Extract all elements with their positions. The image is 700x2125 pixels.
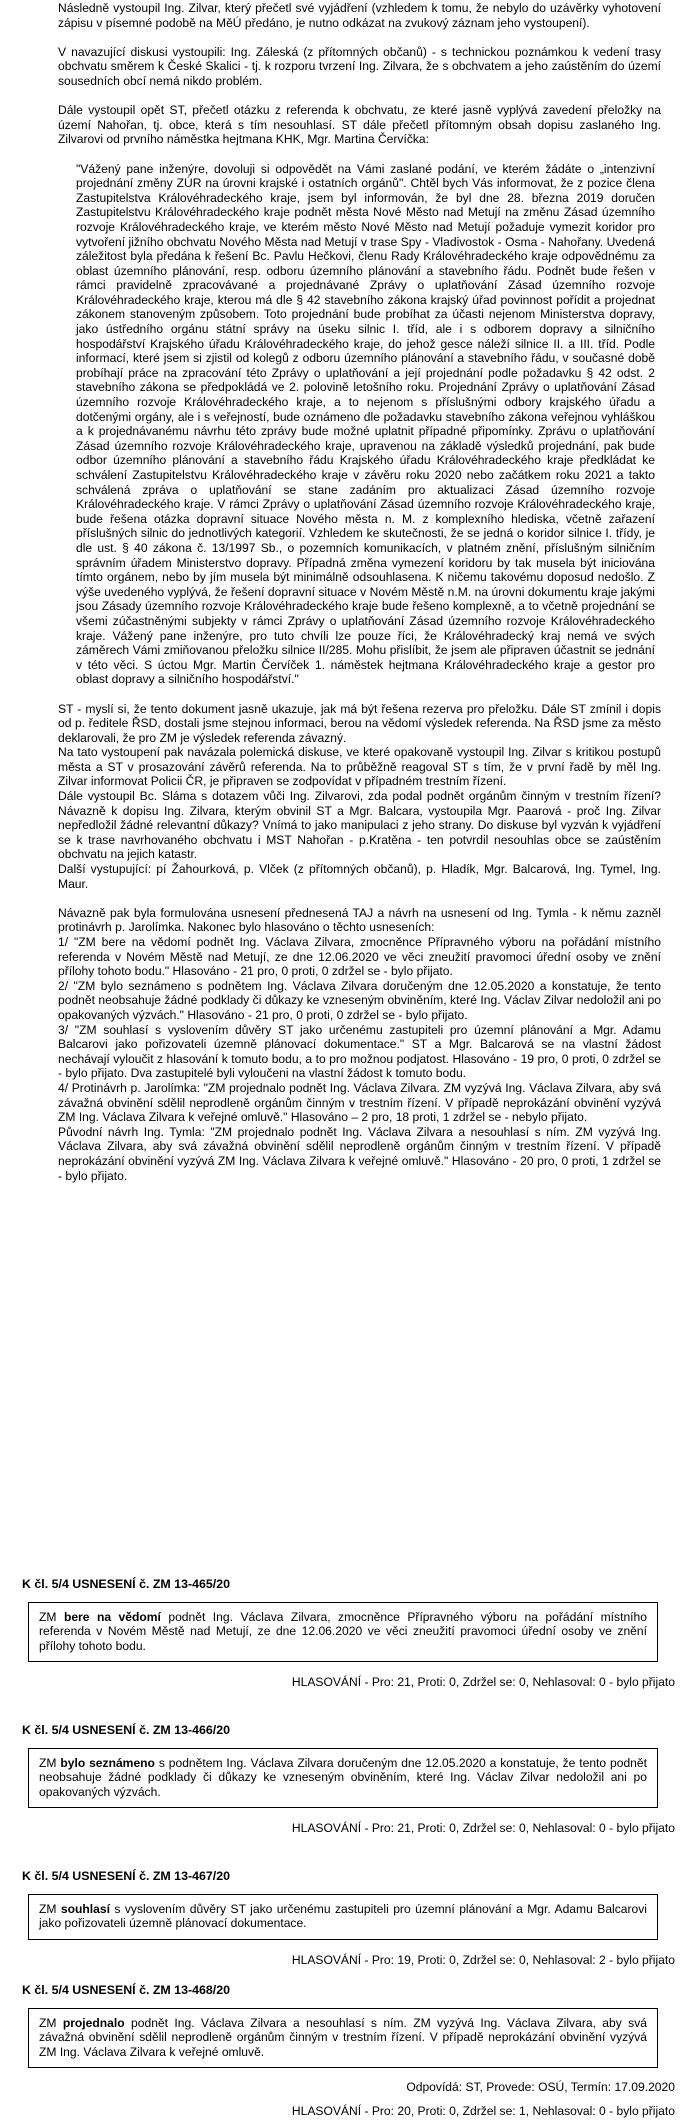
resolution-text: podnět Ing. Václava Zilvara a nesouhlasí s ním. ZM vyzývá Ing. Václava Zilvara, aby svá závažná obvinění sdělil neprodleně orgánům činným v trestním řízení. V případě neprokázání obvinění vyzývá ZM Ing. Václava Zilvara k veřejné omluvě. xyxy=(39,2015,647,2059)
minutes-body xyxy=(58,1,661,1183)
resolution-heading: K čl. 5/4 USNESENÍ č. ZM 13-467/20 xyxy=(22,1869,230,1883)
resolution-465 xyxy=(22,1577,682,1690)
resolution-verb: bylo seznámeno xyxy=(60,1755,155,1770)
resolution-vote: HLASOVÁNÍ - Pro: 21, Proti: 0, Zdržel se: 0, Nehlasoval: 0 - bylo přijato xyxy=(291,1675,675,1690)
resolution-vote: HLASOVÁNÍ - Pro: 21, Proti: 0, Zdržel se: 0, Nehlasoval: 0 - bylo přijato xyxy=(291,1821,675,1836)
resolution-prefix: ZM xyxy=(39,1755,61,1770)
resolution-467 xyxy=(22,1869,682,1967)
resolution-prefix: ZM xyxy=(39,1901,61,1916)
resolution-vote: HLASOVÁNÍ - Pro: 20, Proti: 0, Zdržel se: 1, Nehlasoval: 0 - bylo přijato xyxy=(291,2103,675,2118)
resolution-assignment: Odpovídá: ST, Provede: OSÚ, Termín: 17.09.2020 xyxy=(406,2080,675,2095)
paragraph-other-speakers: Další vystupující: pí Žahourková, p. Vlček (z přítomných občanů), p. Hladík, Mgr. Balcarová, Ing. Tymel, Ing. Maur. xyxy=(58,862,661,891)
resolution-heading: K čl. 5/4 USNESENÍ č. ZM 13-465/20 xyxy=(22,1577,230,1591)
resolution-text: s podnětem Ing. Václava Zilvara doručeným dne 12.05.2020 a konstatuje, že tento podnět neobsahuje žádné podklady či důkazy ke vzneseným obviněním, které Ing. Václav Zilvar nedoložil ani po opakovaných výzvách. xyxy=(39,1755,647,1799)
paragraph-polemic: Na tato vystoupení pak navázala polemická diskuse, ve které opakovaně vystoupil Ing. Zilvar s kritikou postupů města a ST v prosazování závěrů referenda. Na to průběžně reagoval ST s tím, že v první řadě by měl Ing. Zilvar informovat Policii ČR, je připraven se zodpovídat v případném trestním řízení. xyxy=(58,745,661,789)
resolution-text-box xyxy=(28,2008,658,2069)
resolution-prefix: ZM xyxy=(39,1609,64,1624)
resolution-heading: K čl. 5/4 USNESENÍ č. ZM 13-466/20 xyxy=(22,1723,230,1737)
resolution-prefix: ZM xyxy=(39,2015,63,2030)
resolution-heading: K čl. 5/4 USNESENÍ č. ZM 13-468/20 xyxy=(22,1983,230,1997)
paragraph-zilvar-statement: Následně vystoupil Ing. Zilvar, který přečetl své vyjádření (vzhledem k tomu, že nebylo do uzávěrky vyhotovení zápisu v písemné podobě na MěÚ předáno, je nutno odkázat na zvukový záznam jeho vystoupení). xyxy=(58,1,661,30)
vote-item-1: 1/ "ZM bere na vědomí podnět Ing. Václava Zilvara, zmocněnce Přípravného výboru na pořádání místního referenda v Novém Městě nad Metují, ze dne 12.06.2020 ve věci zneužití pravomoci úřední osoby ve znění přílohy tohoto bodu." Hlasováno - 21 pro, 0 proti, 0 zdržel se - bylo přijato. xyxy=(58,935,661,979)
resolution-verb: projednalo xyxy=(62,2015,125,2030)
resolution-text-box xyxy=(28,1748,658,1809)
resolution-verb: souhlasí xyxy=(60,1901,110,1916)
vote-item-5: Původní návrh Ing. Tymla: "ZM projednalo podnět Ing. Václava Zilvara a nesouhlasí s ním. ZM vyzývá Ing. Václava Zilvara, aby svá závažná obvinění sdělil neprodleně orgánům činným v trestním řízení. V případě neprokázání obvinění vyzývá ZM Ing. Václava Zilvara k veřejné omluvě." Hlasováno - 20 pro, 0 proti, 1 zdržel se - bylo přijato. xyxy=(58,1124,661,1183)
resolution-468 xyxy=(22,1983,682,2119)
resolution-text-box xyxy=(28,1894,658,1940)
resolution-text-box xyxy=(28,1602,658,1663)
paragraph-st-reaction: ST - myslí si, že tento dokument jasně ukazuje, jak má být řešena rezerva pro přeložku. Dále ST zmínil i dopis od p. ředitele ŘSD, dostali jsme stejnou informaci, berou na vědomí výsledek referenda. Na ŘSD jsme za město deklarovali, že pro ZM je výsledek referenda závazný. xyxy=(58,701,661,745)
paragraph-resolution-intro: Návazně pak byla formulována usnesení přednesená TAJ a návrh na usnesení od Ing. Tymla - k němu zazněl protinávrh p. Jarolímka. Nakonec bylo hlasováno o těchto usneseních: xyxy=(58,905,661,935)
resolution-text: podnět Ing. Václava Zilvara, zmocněnce Přípravného výboru na pořádání místního referenda v Novém Městě nad Metují, ze dne 12.06.2020 ve věci zneužití pravomoci úřední osoby ve znění přílohy tohoto bodu. xyxy=(39,1609,647,1653)
vote-item-3: 3/ "ZM souhlasí s vyslovením důvěry ST jako určenému zastupiteli pro územní plánování a Mgr. Adamu Balcarovi jako pořizovateli územně plánovací dokumentace." ST a Mgr. Balcarová se na vlastní žádost nechávají vyloučit z hlasování k tomuto bodu, a to pro možnou podjatost. Hlasováno - 19 pro, 0 proti, 0 zdržel se - bylo přijato. Dva zastupitelé byli vyloučeni na vlastní žádost k tomuto bodu. xyxy=(58,1022,661,1081)
resolution-vote: HLASOVÁNÍ - Pro: 19, Proti: 0, Zdržel se: 0, Nehlasoval: 2 - bylo přijato xyxy=(291,1952,675,1967)
paragraph-slama: Dále vystoupil Bc. Sláma s dotazem vůči Ing. Zilvarovi, zda podal podnět orgánům činným v trestním řízení? Návazně k dopisu Ing. Zilvara, kterým obvinil ST a Mgr. Balcara, vystoupila Mgr. Paarová - proč Ing. Zilvar nepředložil žádné relevantní důkazy? Vnímá to jako manipulaci z jeho strany. Do diskuse byl vyzván k vyjádření se k trase navrhovaného obchvatu i MST Nahořan - p.Kratěna - ten potvrdil nesouhlas obce se zaústěním obchvatu na jejich katastr. xyxy=(58,789,661,862)
vote-item-4: 4/ Protinávrh p. Jarolímka: "ZM projednalo podnět Ing. Václava Zilvara. ZM vyzývá Ing. Václava Zilvara, aby svá závažná obvinění sdělil neprodleně orgánům činným v trestním řízení. V případě neprokázání obvinění vyzývá ZM Ing. Václava Zilvara k veřejné omluvě." Hlasováno – 2 pro, 18 proti, 1 zdržel se - nebylo přijato. xyxy=(58,1080,661,1125)
resolution-text: s vyslovením důvěry ST jako určenému zastupiteli pro územní plánování a Mgr. Adamu Balcarovi jako pořizovateli územně plánovací dokumentace. xyxy=(39,1901,647,1931)
paragraph-discussion: V navazující diskusi vystoupili: Ing. Záleská (z přítomných občanů) - s technickou poznámkou k vedení trasy obchvatu směrem k České Skalici - tj. k rozporu tvrzení Ing. Zilvara, že s obchvatem a jeho zaústěním do území sousedních obcí nemá nikdo problém. xyxy=(58,44,661,88)
resolution-verb: bere na vědomí xyxy=(63,1609,161,1624)
resolution-466 xyxy=(22,1723,682,1836)
paragraph-st-letter-intro: Dále vystoupil opět ST, přečetl otázku z referenda k obchvatu, ze které jasně vyplývá zavedení přeložky na území Nahořan, tj. obce, která s tím nesouhlasí. ST dále přečetl přítomným obsah dopisu zaslaného Ing. Zilvarovi od prvního náměstka hejtmana KHK, Mgr. Martina Červíčka: xyxy=(58,103,661,147)
quoted-letter: "Vážený pane inženýre, dovoluji si odpovědět na Vámi zaslané podání, ve kterém žádáte o „intenzivní projednání změny ZÚR na úrovni krajské i ostatních orgánů". Chtěl bych Vás informovat, že z pozice člena Zastupitelstva Královéhradeckého kraje, jsem byl informován, že byl dne 28. března 2019 doručen Zastupitelstvu Královéhradeckého kraje podnět města Nové Město nad Metují na změnu Zásad územního rozvoje Královéhradeckého kraje, ve kterém město Nové Město nad Metují požaduje vymezit koridor pro vytvoření jižního obchvatu Nového Města nad Metují v trase Spy - Vladivostok - Osma - Nahořany. Uvedená záležitost byla předána k řešení Bc. Pavlu Hečkovi, členu Rady Královéhradeckého kraje odpovědnému za oblast územního plánování, resp. odboru územního plánování a stavebního řádu. Podnět bude řešen v rámci pravidelně zpracovávané a projednávané Zprávy o uplatňování Zásad územního rozvoje Královéhradeckého kraje, kterou má dle § 42 stavebního zákona krajský úřad povinnost pořídit a projednat zákonem stanoveným způsobem. Toto projednání bude probíhat za účasti nejenom Ministerstva dopravy, jako ústředního orgánu státní správy na úseku silnic I. tříd, ale i s odborem dopravy a silničního hospodářství Krajského úřadu Královéhradeckého kraje, do jehož gesce náleží silnice II. a III. tříd. Podle informací, které jsem si zjistil od kolegů z odboru územního plánování a stavebního řádu, v současné době probíhají práce na zpracování této Zprávy o uplatňování a její projednání podle požadavku § 42 odst. 2 stavebního zákona se předpokládá ve 2. polovině letošního roku. Projednání Zprávy o uplatňování Zásad územního rozvoje Královéhradeckého kraje, a to nejenom s příslušnými odbory krajského úřadu a dotčenými orgány, ale i s veřejností, bude oznámeno dle požadavku stavebního zákona veřejnou vyhláškou a k projednávanému návrhu této zprávy bude možné uplatnit případné připomínky. Zprávu o uplatňování Zásad územního rozvoje Královéhradeckého kraje, upravenou na základě výsledků projednání, pak bude odbor územního plánování a stavebního řádu Krajského úřadu Královéhradeckého kraje předkládat ke schválení Zastupitelstvu Královéhradeckého kraje v závěru roku 2020 nebo začátkem roku 2021 a takto schválená zpráva o uplatňování se stane zadáním pro aktualizaci Zásad územního rozvoje Královéhradeckého kraje. V rámci Zprávy o uplatňování Zásad územního rozvoje Královéhradeckého kraje, bude řešena otázka dopravní situace Nového města n. M. z komplexního hlediska, včetně zařazení příslušných silnic do jednotlivých kategorií. Vzhledem ke skutečnosti, že se jedná o koridor silnice I. třídy, je dle ust. § 40 zákona č. 13/1997 Sb., o pozemních komunikacích, v platném znění, příslušným silničním správním úřadem Ministerstvo dopravy. Případná změna vymezení koridoru by tak musela být iniciována tímto orgánem, nebo by jím musela být minimálně odsouhlasena. K ničemu takovému doposud nedošlo. Z výše uvedeného vyplývá, že řešení dopravní situace v Novém Městě n.M. na úrovni dokumentu kraje jakými jsou Zásady územního rozvoje Královéhradeckého kraje bude řešeno komplexně, a to včetně projednání se všemi zúčastněnými subjekty v rámci Zprávy o uplatňování Zásad územního rozvoje Královéhradeckého kraje. Vážený pane inženýre, pro tuto chvíli lze pouze říci, že Královéhradecký kraj nemá ve svých záměrech Vámi zmiňovanou přeložku silnice II/285. Mohu přislíbit, že jsem ale připraven účastnit se jednání v této věci. S úctou Mgr. Martin Červíček 1. náměstek hejtmana Královéhradeckého kraje a gestor pro oblast dopravy a silničního hospodářství." xyxy=(76,161,655,687)
vote-item-2: 2/ "ZM bylo seznámeno s podnětem Ing. Václava Zilvara doručeným dne 12.05.2020 a konstatuje, že tento podnět neobsahuje žádné podklady či důkazy ke vzneseným obviněním, které Ing. Václav Zilvar nedoložil ani po opakovaných výzvách." Hlasováno - 21 pro, 0 proti, 0 zdržel se - bylo přijato. xyxy=(58,978,661,1022)
